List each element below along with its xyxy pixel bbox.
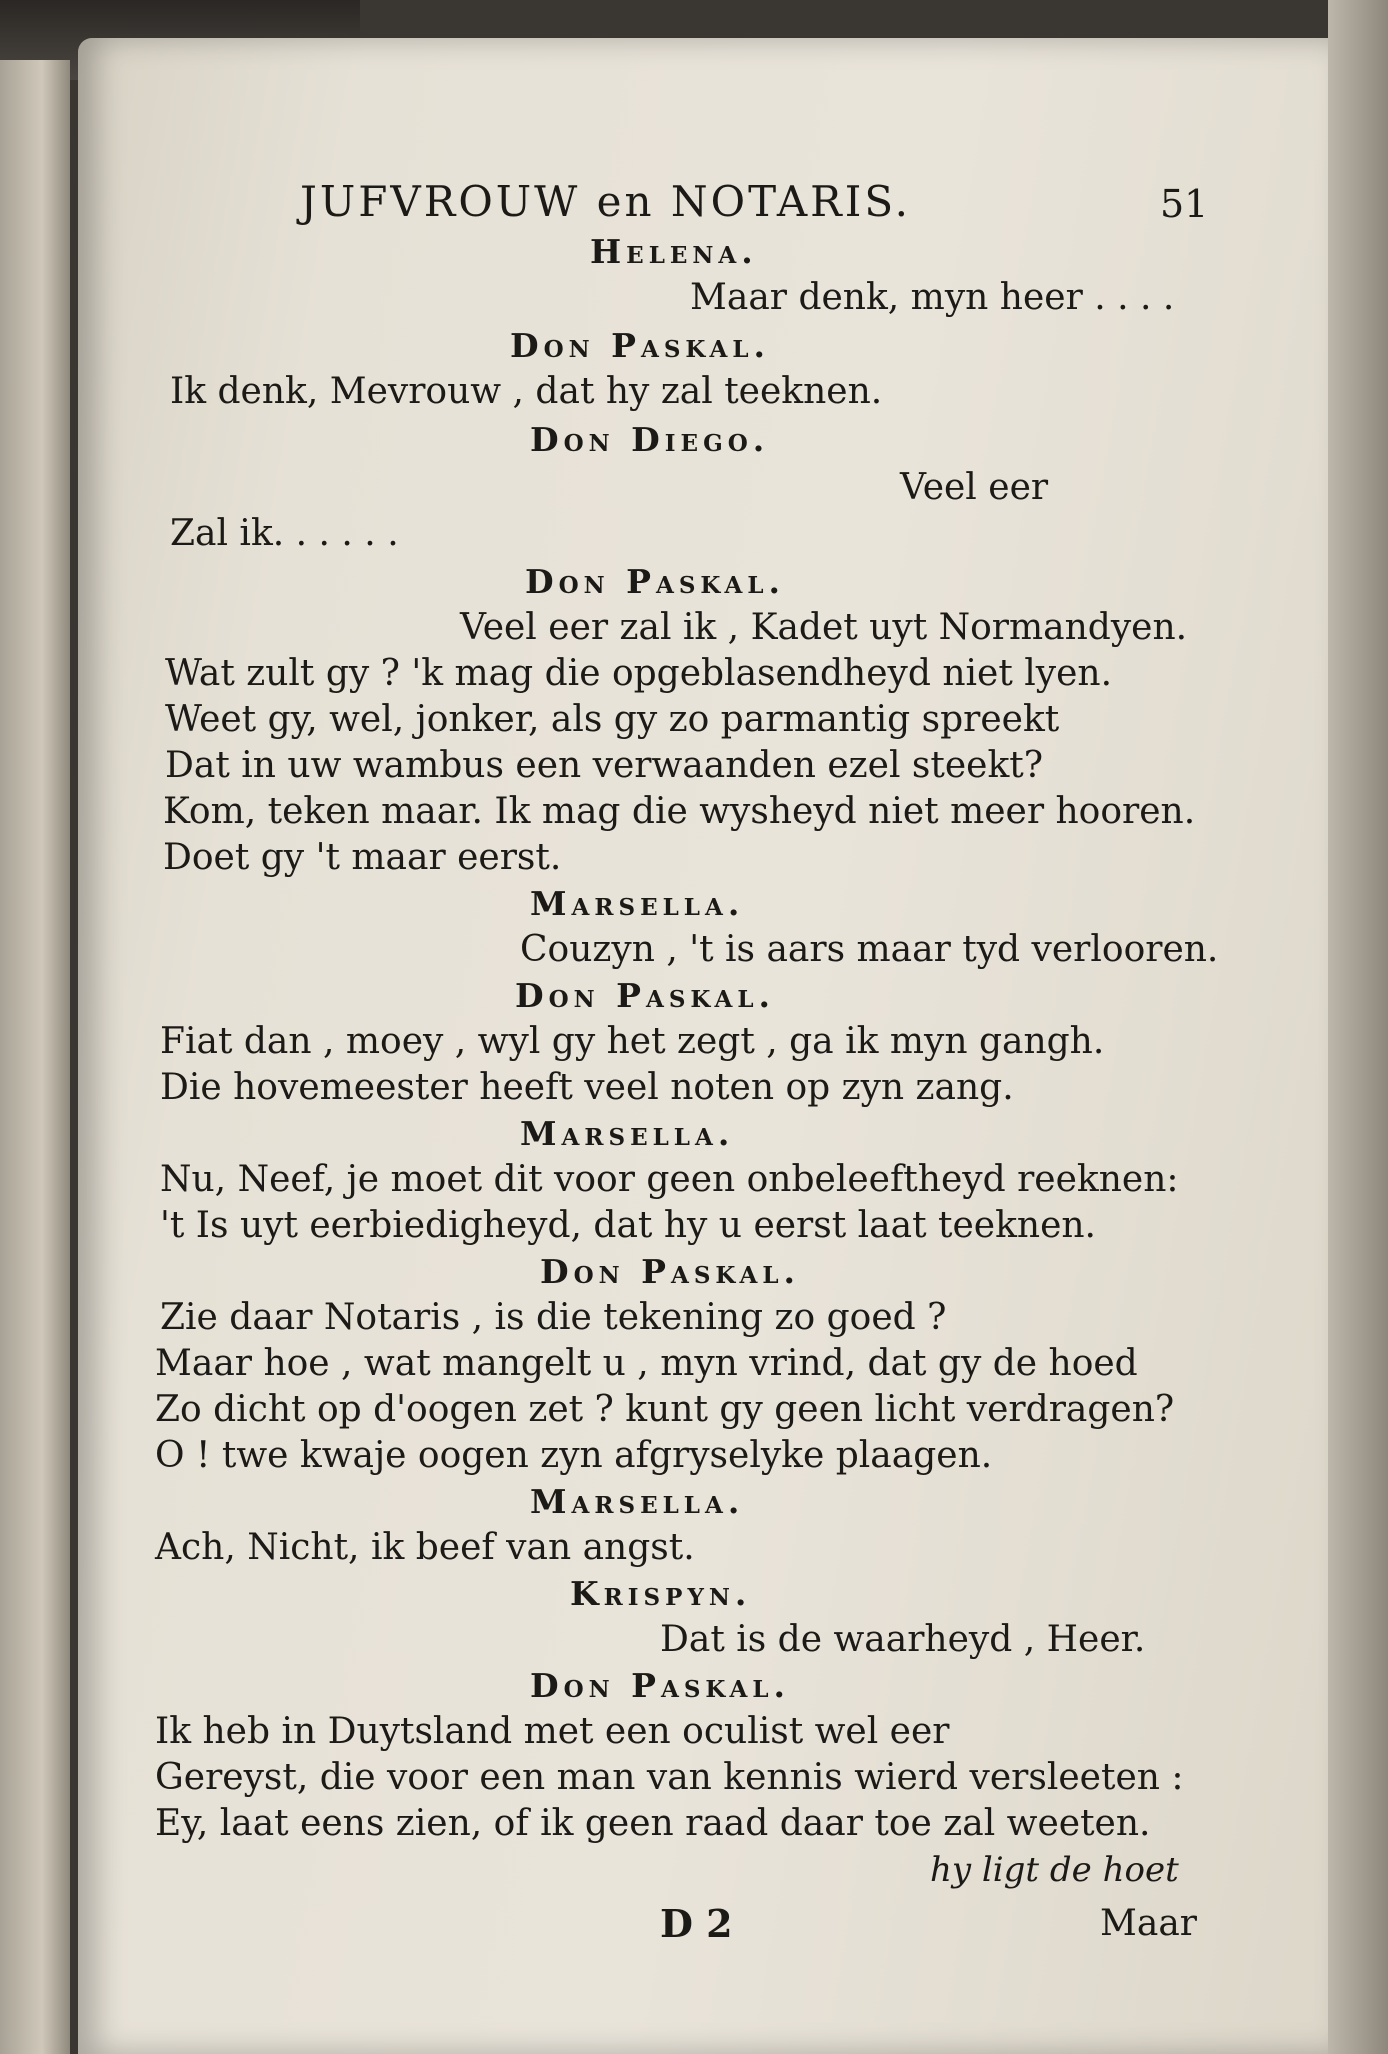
verse-line: Kom, teken maar. Ik mag die wysheyd niet meer hooren.	[163, 791, 1196, 832]
speaker-label: Don Paskal.	[525, 562, 785, 601]
facing-page-edge	[0, 60, 70, 2054]
verse-line: Zal ik. . . . . .	[170, 513, 399, 554]
catchword: Maar	[1100, 1903, 1197, 1944]
speaker-label: Marsella.	[530, 884, 745, 923]
verse-line: Maar denk, myn heer . . . .	[690, 277, 1175, 318]
speaker-label: Marsella.	[530, 1482, 745, 1521]
verse-line: Weet gy, wel, jonker, als gy zo parmantig spreekt	[165, 699, 1060, 740]
verse-line: Fiat dan , moey , wyl gy het zegt , ga ik myn gangh.	[160, 1021, 1105, 1062]
running-title: JUFVROUW en NOTARIS.	[300, 177, 912, 226]
verse-line: Maar hoe , wat mangelt u , myn vrind, dat gy de hoed	[155, 1343, 1138, 1384]
verse-line: Couzyn , 't is aars maar tyd verlooren.	[520, 929, 1219, 970]
speaker-label: Krispyn.	[570, 1574, 752, 1613]
verse-line: Gereyst, die voor een man van kennis wierd versleeten :	[155, 1757, 1184, 1798]
verse-line: Zo dicht op d'oogen zet ? kunt gy geen licht verdragen?	[155, 1389, 1175, 1430]
verse-line: Die hovemeester heeft veel noten op zyn zang.	[160, 1067, 1014, 1108]
verse-line: Veel eer zal ik , Kadet uyt Normandyen.	[460, 607, 1188, 648]
verse-line: Dat in uw wambus een verwaanden ezel steekt?	[165, 745, 1044, 786]
page-number: 51	[1160, 182, 1209, 226]
verse-line: Ik denk, Mevrouw , dat hy zal teeknen.	[170, 371, 883, 412]
verse-line: Dat is de waarheyd , Heer.	[660, 1619, 1146, 1660]
speaker-label: Helena.	[590, 232, 758, 271]
signature-mark: D 2	[660, 1901, 733, 1946]
speaker-label: Don Paskal.	[515, 976, 775, 1015]
verse-line: Ik heb in Duytsland met een oculist wel eer	[155, 1711, 950, 1752]
speaker-label: Don Paskal.	[510, 326, 770, 365]
speaker-label: Don Paskal.	[530, 1666, 790, 1705]
verse-line: Zie daar Notaris , is die tekening zo goed ?	[160, 1297, 947, 1338]
verse-line: Veel eer	[900, 467, 1049, 508]
stage-direction: hy ligt de hoet	[930, 1850, 1179, 1890]
verse-line: Ey, laat eens zien, of ik geen raad daar toe zal weeten.	[155, 1803, 1151, 1844]
verse-line: O ! twe kwaje oogen zyn afgryselyke plaagen.	[155, 1435, 993, 1476]
speaker-label: Don Diego.	[530, 420, 770, 459]
verse-line: Ach, Nicht, ik beef van angst.	[155, 1527, 695, 1568]
page-stack-edge	[1328, 0, 1388, 2054]
verse-line: 't Is uyt eerbiedigheyd, dat hy u eerst laat teeknen.	[160, 1205, 1096, 1246]
verse-line: Wat zult gy ? 'k mag die opgeblasendheyd niet lyen.	[165, 653, 1113, 694]
speaker-label: Marsella.	[520, 1114, 735, 1153]
verse-line: Nu, Neef, je moet dit voor geen onbeleeftheyd reeknen:	[160, 1159, 1179, 1200]
speaker-label: Don Paskal.	[540, 1252, 800, 1291]
verse-line: Doet gy 't maar eerst.	[163, 837, 562, 878]
